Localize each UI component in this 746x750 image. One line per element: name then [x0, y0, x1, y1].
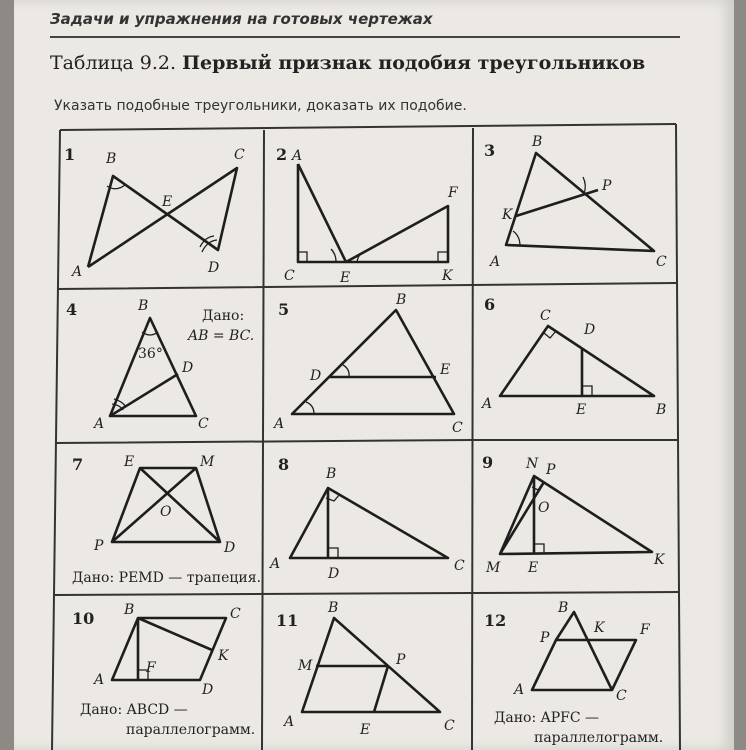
label-C: C	[452, 420, 463, 436]
label-D: D	[182, 360, 194, 376]
given-line-2: параллелограмм.	[534, 730, 664, 746]
given-line-2: параллелограмм.	[126, 722, 256, 738]
label-A: A	[72, 264, 83, 280]
label-D: D	[328, 566, 340, 582]
given-line-1: Дано: ABCD —	[80, 702, 188, 718]
label-A: A	[94, 416, 105, 432]
angle-label: 36°	[138, 346, 163, 362]
cell-number: 1	[64, 145, 76, 164]
running-header: Задачи и упражнения на готовых чертежах	[50, 10, 433, 28]
label-C: C	[540, 308, 551, 324]
label-P: P	[546, 462, 556, 478]
label-C: C	[284, 268, 295, 284]
label-D: D	[202, 682, 214, 698]
figure-1	[88, 168, 237, 267]
label-B: B	[558, 600, 569, 616]
label-E: E	[162, 194, 173, 210]
label-K: K	[594, 620, 605, 636]
cell-number: 7	[72, 455, 84, 474]
label-C: C	[656, 254, 667, 270]
table-number: Таблица 9.2.	[50, 52, 177, 74]
label-F: F	[640, 622, 650, 638]
cell-11	[276, 600, 455, 738]
label-M: M	[200, 454, 215, 470]
cell-number: 10	[72, 609, 95, 628]
label-P: P	[94, 538, 104, 554]
label-E: E	[440, 362, 451, 378]
label-B: B	[106, 151, 117, 167]
label-P: P	[602, 178, 612, 194]
label-A: A	[482, 396, 493, 412]
grid-lines	[52, 124, 680, 750]
label-C: C	[234, 147, 245, 163]
cell-number: 5	[278, 300, 290, 319]
cell-number: 11	[276, 611, 299, 630]
label-A: A	[490, 254, 501, 270]
cell-number: 2	[276, 145, 288, 164]
label-F: F	[448, 185, 458, 201]
label-B: B	[532, 134, 543, 150]
cell-number: 8	[278, 455, 290, 474]
label-C: C	[616, 688, 627, 704]
figure-3	[506, 153, 654, 251]
cell-7	[72, 454, 261, 586]
label-N: N	[526, 456, 539, 472]
figure-6	[500, 326, 654, 396]
given-line-1: Дано:	[202, 308, 245, 324]
label-F: F	[146, 660, 156, 676]
label-M: M	[486, 560, 501, 576]
label-B: B	[396, 292, 407, 308]
label-A: A	[292, 148, 303, 164]
label-D: D	[208, 260, 220, 276]
cell-6	[480, 295, 666, 418]
cell-number: 9	[482, 453, 494, 472]
label-A: A	[284, 714, 295, 730]
label-B: B	[656, 402, 667, 418]
label-K: K	[218, 648, 229, 664]
figure-10	[112, 618, 226, 680]
label-B: B	[326, 466, 337, 482]
figure-11	[302, 618, 440, 712]
cell-1	[64, 145, 245, 280]
cell-number: 12	[484, 611, 507, 630]
label-A: A	[94, 672, 105, 688]
given-line-1: Дано: PEMD — трапеция.	[72, 570, 262, 586]
label-C: C	[444, 718, 455, 734]
label-O: O	[538, 500, 550, 516]
label-K: K	[654, 552, 665, 568]
given-line-2: AB = BC.	[188, 328, 255, 344]
figure-12	[532, 612, 636, 690]
cell-12	[484, 600, 663, 746]
label-A: A	[514, 682, 525, 698]
figure-2	[298, 164, 448, 262]
label-A: A	[270, 556, 281, 572]
cell-8	[268, 455, 465, 582]
cell-number: 4	[66, 300, 78, 319]
cell-5	[272, 292, 463, 436]
label-D: D	[584, 322, 596, 338]
figure-5	[292, 310, 454, 414]
label-D: D	[310, 368, 322, 384]
label-C: C	[454, 558, 465, 574]
label-O: O	[160, 504, 172, 520]
figure-9	[500, 476, 652, 554]
cell-4	[66, 298, 254, 432]
cell-number: 3	[484, 141, 496, 160]
label-M: M	[298, 658, 313, 674]
instruction: Указать подобные треугольники, доказать их подобие.	[54, 98, 467, 114]
table-name: Первый признак подобия треугольников	[182, 52, 646, 74]
cell-2	[276, 145, 459, 286]
given-line-1: Дано: APFC —	[494, 710, 600, 726]
label-C: C	[230, 606, 241, 622]
label-E: E	[576, 402, 587, 418]
label-E: E	[340, 270, 351, 286]
label-E: E	[360, 722, 371, 738]
label-B: B	[328, 600, 339, 616]
cell-9	[482, 453, 666, 576]
label-K: K	[442, 268, 453, 284]
label-D: D	[224, 540, 236, 556]
cell-10	[72, 602, 255, 738]
figure-8	[290, 488, 448, 558]
label-C: C	[198, 416, 209, 432]
label-K: K	[502, 207, 513, 223]
label-E: E	[124, 454, 135, 470]
label-P: P	[540, 630, 550, 646]
label-B: B	[124, 602, 135, 618]
cell-number: 6	[484, 295, 496, 314]
cell-3	[484, 134, 667, 270]
label-E: E	[528, 560, 539, 576]
label-B: B	[138, 298, 149, 314]
label-P: P	[396, 652, 406, 668]
label-A: A	[274, 416, 285, 432]
